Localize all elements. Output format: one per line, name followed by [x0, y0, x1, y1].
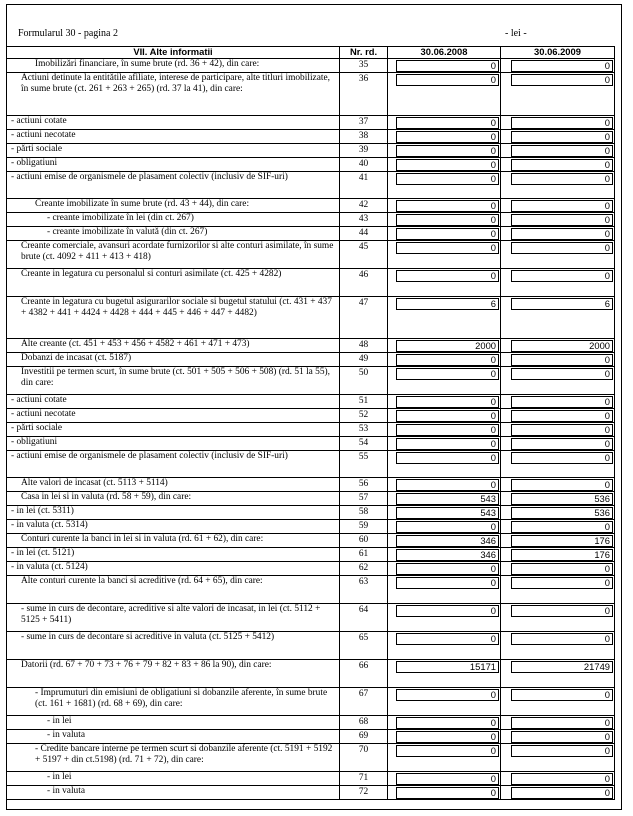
value-2008: 0	[396, 159, 499, 171]
table-row	[7, 492, 615, 506]
row-description: Actiuni detinute la entitătile afiliate, interese de participare, alte titluri imobilizate, în sume brute (ct. 261 + 263 + 265) (rd. 37 la 41), din care:	[7, 73, 340, 116]
table-row	[7, 158, 615, 172]
row-number: 53	[340, 423, 388, 437]
table-row	[7, 478, 615, 492]
value-2008-cell	[388, 269, 501, 297]
value-2009-cell	[501, 227, 615, 241]
value-2008-cell	[388, 604, 501, 632]
table-row	[7, 688, 615, 716]
value-2009-cell	[501, 478, 615, 492]
row-description: Creante imobilizate în sume brute (rd. 43 + 44), din care:	[7, 199, 340, 213]
value-2008: 0	[396, 773, 499, 785]
row-description: - Credite bancare interne pe termen scurt si dobanzile aferente (ct. 5191 + 5192 + 5197 + din ct.5198) (rd. 71 + 72), din care:	[7, 744, 340, 772]
value-2008-cell	[388, 297, 501, 339]
value-2009-cell	[501, 144, 615, 158]
value-2008-cell	[388, 548, 501, 562]
value-2008: 0	[396, 787, 499, 799]
value-2008-cell	[388, 241, 501, 269]
value-2009: 0	[511, 633, 613, 645]
row-number: 42	[340, 199, 388, 213]
column-header-2008: 30.06.2008	[388, 47, 501, 59]
value-2008-cell	[388, 688, 501, 716]
table-row	[7, 744, 615, 772]
value-2009: 0	[511, 773, 613, 785]
value-2009-cell	[501, 353, 615, 367]
row-description: - in valuta (ct. 5314)	[7, 520, 340, 534]
value-2008: 0	[396, 242, 499, 254]
value-2009-cell	[501, 297, 615, 339]
value-2008-cell	[388, 730, 501, 744]
value-2009: 0	[511, 368, 613, 380]
value-2008: 0	[396, 745, 499, 757]
value-2008-cell	[388, 144, 501, 158]
value-2009: 0	[511, 214, 613, 226]
value-2008-cell	[388, 73, 501, 116]
row-description: Conturi curente la banci in lei si in valuta (rd. 61 + 62), din care:	[7, 534, 340, 548]
value-2008-cell	[388, 520, 501, 534]
row-number: 36	[340, 73, 388, 116]
value-2008: 0	[396, 521, 499, 533]
value-2009: 6	[511, 298, 613, 310]
row-description: - părti sociale	[7, 144, 340, 158]
row-number: 69	[340, 730, 388, 744]
value-2009: 0	[511, 173, 613, 185]
value-2009: 176	[511, 549, 613, 561]
table-row	[7, 562, 615, 576]
row-description: Alte creante (ct. 451 + 453 + 456 + 4582 + 461 + 471 + 473)	[7, 339, 340, 353]
row-number: 61	[340, 548, 388, 562]
value-2008: 0	[396, 145, 499, 157]
value-2008-cell	[388, 492, 501, 506]
table-row	[7, 353, 615, 367]
value-2009-cell	[501, 213, 615, 227]
value-2008: 0	[396, 731, 499, 743]
value-2009-cell	[501, 437, 615, 451]
row-number: 60	[340, 534, 388, 548]
table-row	[7, 213, 615, 227]
row-number: 37	[340, 116, 388, 130]
value-2008-cell	[388, 562, 501, 576]
value-2008-cell	[388, 409, 501, 423]
value-2008: 0	[396, 424, 499, 436]
row-number: 43	[340, 213, 388, 227]
row-description: - actiuni necotate	[7, 130, 340, 144]
value-2009-cell	[501, 520, 615, 534]
row-description: - in lei	[7, 772, 340, 786]
row-description: Alte conturi curente la banci si acreditive (rd. 64 + 65), din care:	[7, 576, 340, 604]
row-number: 38	[340, 130, 388, 144]
row-description: - actiuni emise de organismele de plasament colectiv (inclusiv de SIF-uri)	[7, 451, 340, 478]
row-number: 40	[340, 158, 388, 172]
value-2009: 0	[511, 745, 613, 757]
value-2009: 0	[511, 270, 613, 282]
value-2009-cell	[501, 367, 615, 395]
value-2009-cell	[501, 660, 615, 688]
value-2009: 536	[511, 507, 613, 519]
row-description: Datorii (rd. 67 + 70 + 73 + 76 + 79 + 82 + 83 + 86 la 90), din care:	[7, 660, 340, 688]
value-2008: 543	[396, 493, 499, 505]
value-2009-cell	[501, 409, 615, 423]
row-description: - in valuta (ct. 5124)	[7, 562, 340, 576]
value-2008: 0	[396, 354, 499, 366]
row-number: 41	[340, 172, 388, 199]
row-description: - in lei (ct. 5311)	[7, 506, 340, 520]
value-2009: 2000	[511, 340, 613, 352]
value-2009-cell	[501, 451, 615, 478]
value-2008: 0	[396, 228, 499, 240]
row-number: 44	[340, 227, 388, 241]
row-description: - Imprumuturi din emisiuni de obligatiuni si dobanzile aferente, în sume brute (ct. 161 + 1681) (rd. 68 + 69), din care:	[7, 688, 340, 716]
table-row	[7, 451, 615, 478]
row-description: Creante in legatura cu bugetul asigurarilor sociale si bugetul statului (ct. 431 + 437 + 4382 + 441 + 4424 + 4428 + 444 + 445 + 446 + 447 + 4482)	[7, 297, 340, 339]
value-2009: 536	[511, 493, 613, 505]
table-row	[7, 297, 615, 339]
row-description: - in valuta	[7, 730, 340, 744]
value-2009: 21749	[511, 661, 613, 673]
value-2009: 0	[511, 563, 613, 575]
value-2009-cell	[501, 772, 615, 786]
row-number: 68	[340, 716, 388, 730]
value-2008: 0	[396, 577, 499, 589]
row-description: Casa in lei si in valuta (rd. 58 + 59), din care:	[7, 492, 340, 506]
value-2008-cell	[388, 660, 501, 688]
row-description: Creante in legatura cu personalul si conturi asimilate (ct. 425 + 4282)	[7, 269, 340, 297]
value-2009-cell	[501, 59, 615, 73]
value-2008-cell	[388, 786, 501, 800]
other-information-table	[6, 46, 615, 800]
value-2008: 15171	[396, 661, 499, 673]
table-row	[7, 786, 615, 800]
table-row	[7, 772, 615, 786]
row-number: 48	[340, 339, 388, 353]
row-description: Dobanzi de incasat (ct. 5187)	[7, 353, 340, 367]
value-2008-cell	[388, 116, 501, 130]
value-2008-cell	[388, 716, 501, 730]
value-2008: 346	[396, 535, 499, 547]
row-number: 51	[340, 395, 388, 409]
value-2009-cell	[501, 158, 615, 172]
value-2008: 0	[396, 368, 499, 380]
table-row	[7, 506, 615, 520]
value-2008: 0	[396, 270, 499, 282]
value-2009: 0	[511, 410, 613, 422]
value-2009: 0	[511, 159, 613, 171]
table-row	[7, 409, 615, 423]
row-description: - creante imobilizate în lei (din ct. 267)	[7, 213, 340, 227]
value-2008: 346	[396, 549, 499, 561]
table-row	[7, 548, 615, 562]
table-row	[7, 604, 615, 632]
value-2008: 0	[396, 173, 499, 185]
value-2009-cell	[501, 116, 615, 130]
table-row	[7, 660, 615, 688]
row-number: 35	[340, 59, 388, 73]
row-number: 49	[340, 353, 388, 367]
row-description: - creante imobilizate în valută (din ct. 267)	[7, 227, 340, 241]
value-2008-cell	[388, 158, 501, 172]
value-2008: 0	[396, 563, 499, 575]
column-header-row-number: Nr. rd.	[340, 47, 388, 59]
value-2008-cell	[388, 423, 501, 437]
value-2009: 0	[511, 577, 613, 589]
value-2009-cell	[501, 339, 615, 353]
table-row	[7, 241, 615, 269]
table-row	[7, 116, 615, 130]
row-description: - actiuni necotate	[7, 409, 340, 423]
value-2009-cell	[501, 548, 615, 562]
row-number: 59	[340, 520, 388, 534]
value-2008-cell	[388, 227, 501, 241]
value-2008-cell	[388, 199, 501, 213]
table-row	[7, 367, 615, 395]
value-2008: 0	[396, 689, 499, 701]
row-description: - in lei	[7, 716, 340, 730]
value-2008-cell	[388, 59, 501, 73]
form-page-label: Formularul 30 - pagina 2	[18, 28, 118, 39]
table-row	[7, 423, 615, 437]
value-2008-cell	[388, 367, 501, 395]
value-2008-cell	[388, 172, 501, 199]
value-2009: 0	[511, 145, 613, 157]
row-description: - sume in curs de decontare, acreditive si alte valori de incasat, in lei (ct. 5112 + 5125 + 5411)	[7, 604, 340, 632]
value-2009: 0	[511, 717, 613, 729]
row-number: 62	[340, 562, 388, 576]
value-2009-cell	[501, 269, 615, 297]
value-2008-cell	[388, 437, 501, 451]
row-number: 39	[340, 144, 388, 158]
row-number: 58	[340, 506, 388, 520]
table-row	[7, 199, 615, 213]
row-description: - actiuni cotate	[7, 395, 340, 409]
value-2009: 0	[511, 452, 613, 464]
row-description: - obligatiuni	[7, 437, 340, 451]
table-row	[7, 73, 615, 116]
value-2008: 0	[396, 131, 499, 143]
table-row	[7, 172, 615, 199]
row-number: 52	[340, 409, 388, 423]
table-row	[7, 130, 615, 144]
value-2008: 543	[396, 507, 499, 519]
value-2008-cell	[388, 576, 501, 604]
row-description: - in lei (ct. 5121)	[7, 548, 340, 562]
table-row	[7, 395, 615, 409]
value-2008-cell	[388, 451, 501, 478]
row-number: 45	[340, 241, 388, 269]
row-description: Investitii pe termen scurt, în sume brute (ct. 501 + 505 + 506 + 508) (rd. 51 la 55), din care:	[7, 367, 340, 395]
table-row	[7, 437, 615, 451]
value-2008: 0	[396, 60, 499, 72]
value-2009-cell	[501, 492, 615, 506]
row-number: 50	[340, 367, 388, 395]
value-2008: 0	[396, 452, 499, 464]
table-row	[7, 534, 615, 548]
value-2009-cell	[501, 716, 615, 730]
row-number: 46	[340, 269, 388, 297]
value-2009: 0	[511, 74, 613, 86]
value-2009: 0	[511, 479, 613, 491]
value-2009: 0	[511, 200, 613, 212]
row-description: - actiuni cotate	[7, 116, 340, 130]
table-row	[7, 59, 615, 73]
value-2009: 0	[511, 131, 613, 143]
value-2008: 0	[396, 396, 499, 408]
value-2009: 0	[511, 438, 613, 450]
value-2009-cell	[501, 786, 615, 800]
value-2009: 0	[511, 787, 613, 799]
value-2009-cell	[501, 576, 615, 604]
value-2008-cell	[388, 213, 501, 227]
row-description: - in valuta	[7, 786, 340, 800]
value-2008: 2000	[396, 340, 499, 352]
value-2008-cell	[388, 130, 501, 144]
value-2009-cell	[501, 172, 615, 199]
value-2009: 0	[511, 242, 613, 254]
value-2008-cell	[388, 772, 501, 786]
value-2009: 0	[511, 689, 613, 701]
value-2009-cell	[501, 562, 615, 576]
value-2009: 0	[511, 228, 613, 240]
value-2008: 0	[396, 214, 499, 226]
value-2009-cell	[501, 604, 615, 632]
row-number: 67	[340, 688, 388, 716]
value-2008: 0	[396, 605, 499, 617]
value-2008: 0	[396, 200, 499, 212]
value-2009: 0	[511, 605, 613, 617]
value-2008: 0	[396, 633, 499, 645]
row-number: 71	[340, 772, 388, 786]
value-2008: 0	[396, 717, 499, 729]
table-row	[7, 144, 615, 158]
value-2009: 0	[511, 60, 613, 72]
value-2008: 0	[396, 74, 499, 86]
row-number: 72	[340, 786, 388, 800]
table-row	[7, 520, 615, 534]
row-description: - obligatiuni	[7, 158, 340, 172]
value-2009-cell	[501, 744, 615, 772]
row-number: 57	[340, 492, 388, 506]
value-2008-cell	[388, 744, 501, 772]
currency-unit-label: - lei -	[505, 28, 527, 39]
column-header-description: VII. Alte informatii	[7, 47, 340, 59]
table-row	[7, 227, 615, 241]
column-header-2009: 30.06.2009	[501, 47, 615, 59]
value-2008: 0	[396, 117, 499, 129]
row-number: 63	[340, 576, 388, 604]
value-2008-cell	[388, 353, 501, 367]
value-2009-cell	[501, 73, 615, 116]
table-row	[7, 716, 615, 730]
value-2009-cell	[501, 688, 615, 716]
value-2008-cell	[388, 632, 501, 660]
value-2009-cell	[501, 241, 615, 269]
value-2009-cell	[501, 395, 615, 409]
value-2009: 0	[511, 424, 613, 436]
row-description: - sume in curs de decontare si acreditive in valuta (ct. 5125 + 5412)	[7, 632, 340, 660]
row-number: 70	[340, 744, 388, 772]
table-row	[7, 632, 615, 660]
table-row	[7, 730, 615, 744]
value-2009: 0	[511, 731, 613, 743]
value-2008-cell	[388, 506, 501, 520]
row-number: 47	[340, 297, 388, 339]
value-2008: 0	[396, 410, 499, 422]
row-description: - actiuni emise de organismele de plasament colectiv (inclusiv de SIF-uri)	[7, 172, 340, 199]
row-number: 64	[340, 604, 388, 632]
value-2009-cell	[501, 632, 615, 660]
value-2009: 0	[511, 521, 613, 533]
row-description: Creante comerciale, avansuri acordate furnizorilor si alte conturi asimilate, în sume brute (ct. 4092 + 411 + 413 + 418)	[7, 241, 340, 269]
value-2008-cell	[388, 478, 501, 492]
value-2008-cell	[388, 395, 501, 409]
row-number: 55	[340, 451, 388, 478]
value-2009-cell	[501, 730, 615, 744]
value-2008-cell	[388, 534, 501, 548]
row-number: 54	[340, 437, 388, 451]
row-number: 66	[340, 660, 388, 688]
row-description: - părti sociale	[7, 423, 340, 437]
value-2009: 0	[511, 354, 613, 366]
row-description: Alte valori de incasat (ct. 5113 + 5114)	[7, 478, 340, 492]
row-number: 65	[340, 632, 388, 660]
table-header-row	[7, 47, 615, 59]
value-2009-cell	[501, 199, 615, 213]
value-2009-cell	[501, 130, 615, 144]
value-2008: 0	[396, 438, 499, 450]
value-2009-cell	[501, 506, 615, 520]
table-row	[7, 576, 615, 604]
row-description: Imobilizări financiare, în sume brute (rd. 36 + 42), din care:	[7, 59, 340, 73]
row-number: 56	[340, 478, 388, 492]
value-2008: 6	[396, 298, 499, 310]
value-2009-cell	[501, 534, 615, 548]
table-row	[7, 339, 615, 353]
value-2008-cell	[388, 339, 501, 353]
value-2009: 0	[511, 117, 613, 129]
value-2009: 0	[511, 396, 613, 408]
table-row	[7, 269, 615, 297]
value-2009-cell	[501, 423, 615, 437]
value-2008: 0	[396, 479, 499, 491]
value-2009: 176	[511, 535, 613, 547]
